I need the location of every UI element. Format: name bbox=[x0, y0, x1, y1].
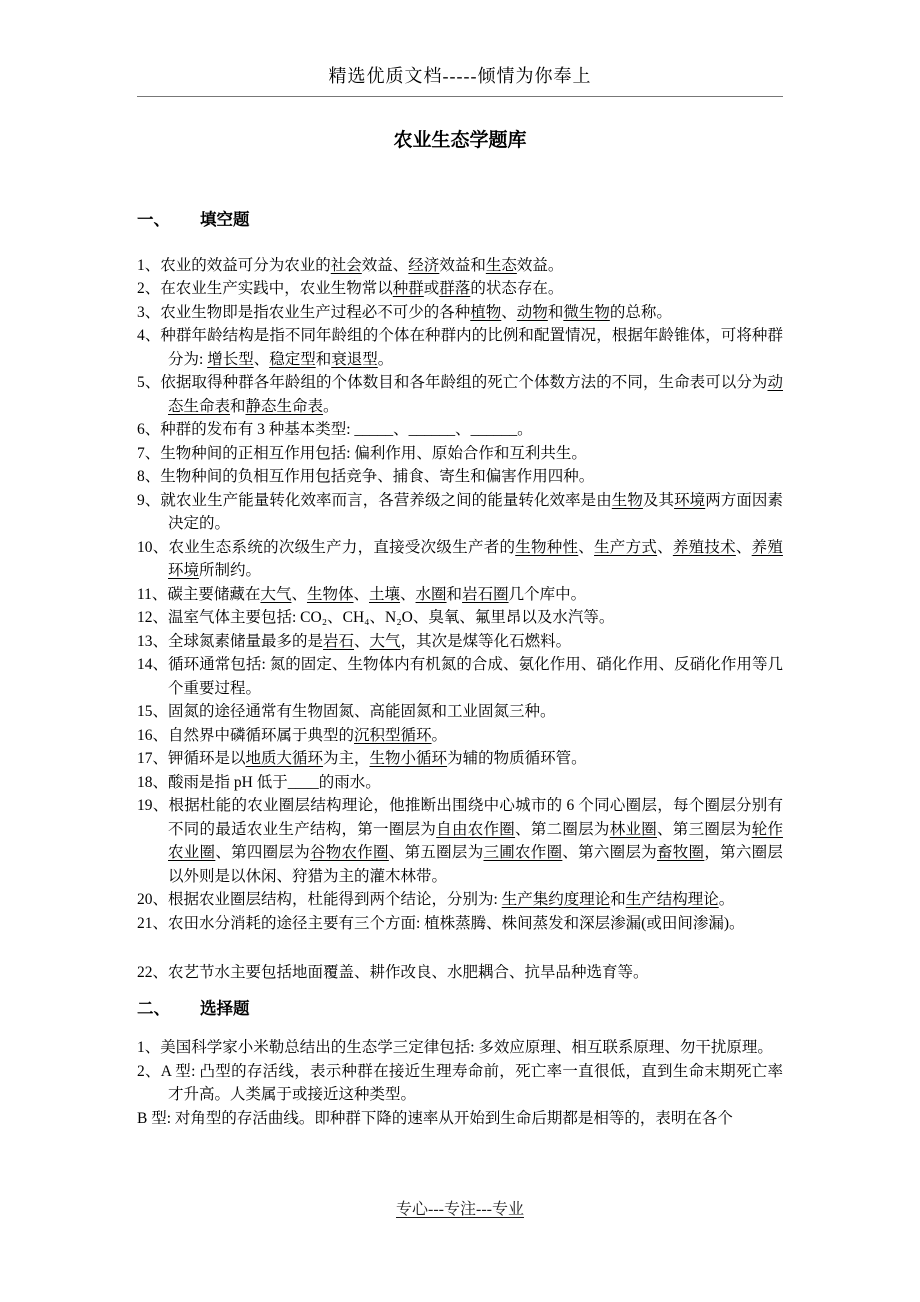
question-item bbox=[137, 653, 783, 700]
answer-underlined: 岩石 bbox=[323, 632, 355, 650]
question-text: 8、生物种间的负相互作用包括竞争、捕食、寄生和偏害作用四种。 bbox=[137, 468, 595, 485]
answer-underlined: 林业圈 bbox=[609, 820, 658, 838]
section-number: 一、 bbox=[137, 210, 170, 229]
question-item bbox=[137, 583, 783, 607]
question-text: 13、全球氮素储量最多的是 bbox=[137, 632, 324, 650]
answer-underlined: 岩石圈 bbox=[462, 585, 509, 603]
answer-underlined: 生产结构理论 bbox=[625, 891, 719, 908]
question-text: 效益和 bbox=[439, 256, 486, 274]
question-item bbox=[137, 301, 783, 325]
question-text: 、 bbox=[657, 538, 673, 556]
question-item bbox=[137, 888, 783, 912]
question-text: 为主， bbox=[323, 750, 370, 767]
header-divider bbox=[137, 96, 783, 97]
answer-underlined: 大气 bbox=[369, 632, 401, 650]
question-text: 9、就农业生产能量转化效率而言，各营养级之间的能量转化效率是由 bbox=[137, 491, 612, 509]
question-item bbox=[137, 700, 783, 724]
question-text: 1、农业的效益可分为农业的 bbox=[137, 256, 331, 274]
question-text: 5、依据取得种群各年龄组的个体数目和各年龄组的死亡个体数方法的不同，生命表可以分为 bbox=[137, 374, 768, 391]
answer-underlined: 自由农作圈 bbox=[436, 820, 516, 838]
question-text: 的状态存在。 bbox=[470, 280, 564, 297]
question-text: ，第六圈层以外则是以休闲、狩猎为主的灌木林带。 bbox=[168, 844, 783, 885]
answer-underlined: 生物体 bbox=[306, 585, 354, 603]
section-number: 二、 bbox=[137, 998, 170, 1018]
question-text: 、第六圈层为 bbox=[562, 844, 657, 861]
question-item bbox=[137, 606, 783, 630]
question-text: 、 bbox=[354, 632, 370, 650]
question-item bbox=[137, 771, 783, 795]
sections bbox=[137, 208, 783, 1130]
answer-underlined: 地质大循环 bbox=[245, 750, 324, 767]
document-title: 农业生态学题库 bbox=[393, 130, 527, 151]
answer-underlined: 生物 bbox=[611, 491, 643, 509]
question-text: 或 bbox=[423, 280, 440, 297]
question-item bbox=[137, 794, 783, 888]
question-text: 和 bbox=[230, 397, 246, 415]
question-text: 22、农艺节水主要包括地面覆盖、耕作改良、水肥耦合、抗旱品种选育等。 bbox=[137, 964, 649, 981]
question-text: 、第三圈层为 bbox=[657, 820, 752, 838]
question-text: 1、美国科学家小米勒总结出的生态学三定律包括: 多效应原理、相互联系原理、勿干扰原理。 bbox=[137, 1039, 773, 1056]
document-body bbox=[137, 208, 783, 1130]
question-text: B 型: 对角型的存活曲线。即种群下降的速率从开始到生命后期都是相等的，表明在各个 bbox=[137, 1109, 733, 1127]
question-item bbox=[137, 630, 783, 654]
answer-underlined: 增长型 bbox=[207, 350, 254, 368]
section-heading bbox=[137, 997, 783, 1021]
section-1 bbox=[137, 208, 783, 985]
question-text: 15、固氮的途径通常有生物固氮、高能固氮和工业固氮三种。 bbox=[137, 703, 556, 720]
answer-underlined: 养殖技术 bbox=[672, 538, 736, 556]
question-item bbox=[137, 961, 783, 985]
answer-underlined: 衰退型 bbox=[331, 350, 378, 368]
question-text: 效益。 bbox=[516, 256, 564, 274]
answer-underlined: 动态生命表 bbox=[168, 374, 783, 415]
question-text: 、 bbox=[501, 303, 517, 321]
answer-underlined: 生物小循环 bbox=[369, 750, 448, 767]
question-text: 2、在农业生产实践中，农业生物常以 bbox=[137, 280, 393, 297]
answer-underlined: 植物 bbox=[470, 303, 502, 321]
section-label: 选择题 bbox=[200, 998, 250, 1018]
answer-underlined: 生产集约度理论 bbox=[501, 891, 611, 908]
question-text: 11、碳主要储藏在 bbox=[137, 585, 261, 603]
answer-underlined: 沉积型循环 bbox=[354, 726, 432, 744]
question-text: 。 bbox=[431, 726, 448, 744]
question-text: 和 bbox=[446, 585, 463, 603]
question-text: 6、种群的发布有 3 种基本类型: _____、______、______。 bbox=[137, 421, 533, 438]
answer-underlined: 社会 bbox=[330, 256, 362, 274]
answer-underlined: 生态 bbox=[485, 256, 517, 274]
answer-underlined: 谷物农作圈 bbox=[309, 844, 389, 861]
question-text: 、 bbox=[578, 538, 595, 556]
question-text: 、第五圈层为 bbox=[388, 844, 484, 861]
question-text: 19、根据杜能的农业圈层结构理论，他推断出围绕中心城市的 6 个同心圈层，每个圈层分别有不同的最适农业生产结构，第一圈层为 bbox=[137, 797, 783, 838]
answer-underlined: 种群 bbox=[392, 280, 424, 297]
answer-underlined: 轮作农业圈 bbox=[168, 820, 783, 861]
question-text: 12、温室气体主要包括: CO₂、CH₄、N₂O、臭氧、氟里昂以及水汽等。 bbox=[137, 609, 615, 626]
question-text: 21、农田水分消耗的途径主要有三个方面: 植株蒸腾、株间蒸发和深层渗漏(或田间渗漏)。 bbox=[137, 914, 745, 932]
question-text: 、 bbox=[400, 585, 416, 603]
question-text: 16、自然界中磷循环属于典型的 bbox=[137, 726, 355, 744]
question-text: 、 bbox=[253, 350, 270, 368]
answer-underlined: 生物种性 bbox=[515, 538, 579, 556]
question-text: 4、种群年龄结构是指不同年龄组的个体在种群内的比例和配置情况，根据年龄锥体，可将种群分为: bbox=[137, 327, 783, 368]
question-text: 。 bbox=[377, 350, 394, 368]
question-text: 7、生物种间的正相互作用包括: 偏利作用、原始合作和互利共生。 bbox=[137, 444, 587, 462]
question-text: 、 bbox=[735, 538, 752, 556]
question-text: 和 bbox=[547, 303, 564, 321]
question-item bbox=[137, 324, 783, 371]
question-text: 效益、 bbox=[361, 256, 409, 274]
question-text: 、第四圈层为 bbox=[215, 844, 310, 861]
question-item bbox=[137, 724, 783, 748]
question-item bbox=[137, 418, 783, 442]
section-2 bbox=[137, 997, 783, 1131]
question-text: 、 bbox=[353, 585, 369, 603]
question-text: 3、农业生物即是指农业生产过程必不可少的各种 bbox=[137, 303, 471, 321]
answer-underlined: 动物 bbox=[516, 303, 548, 321]
question-text: 18、酸雨是指 pH 低于____的雨水。 bbox=[137, 773, 381, 791]
question-text: 。 bbox=[718, 891, 735, 908]
question-text: 两方面因素决定的。 bbox=[168, 491, 783, 532]
answer-underlined: 大气 bbox=[260, 585, 292, 603]
question-text: 几个库中。 bbox=[508, 585, 587, 603]
question-item bbox=[137, 1107, 783, 1131]
answer-underlined: 环境 bbox=[674, 491, 706, 509]
question-text: 及其 bbox=[642, 491, 675, 509]
question-text: 所制约。 bbox=[199, 562, 262, 579]
question-text: 14、循环通常包括: 氮的固定、生物体内有机氮的合成、氨化作用、硝化作用、反硝化作用等几个重要过程。 bbox=[137, 656, 783, 697]
question-text: 和 bbox=[610, 891, 626, 908]
answer-underlined: 畜牧圈 bbox=[657, 844, 705, 861]
header-text: 精选优质文档-----倾情为你奉上 bbox=[328, 66, 592, 86]
question-text: 10、农业生态系统的次级生产力，直接受次级生产者的 bbox=[137, 538, 516, 556]
question-item bbox=[137, 912, 783, 936]
question-text: 为辅的物质循环管。 bbox=[447, 750, 587, 767]
answer-underlined: 静态生命表 bbox=[245, 397, 324, 415]
question-text: 和 bbox=[315, 350, 332, 368]
question-text: 17、钾循环是以 bbox=[137, 750, 246, 767]
answer-underlined: 土壤 bbox=[369, 585, 401, 603]
answer-underlined: 群落 bbox=[439, 280, 471, 297]
question-item bbox=[137, 442, 783, 466]
question-text: ，其次是煤等化石燃料。 bbox=[400, 632, 572, 650]
question-item bbox=[137, 254, 783, 278]
question-item bbox=[137, 489, 783, 536]
answer-underlined: 三圃农作圈 bbox=[483, 844, 563, 861]
question-text: 20、根据农业圈层结构，杜能得到两个结论，分别为: bbox=[137, 891, 502, 908]
question-item bbox=[137, 536, 783, 583]
answer-underlined: 水圈 bbox=[415, 585, 447, 603]
page-footer: 专心---专注---专业 bbox=[396, 1201, 524, 1218]
question-item bbox=[137, 1036, 783, 1060]
question-text: 、第二圈层为 bbox=[515, 820, 610, 838]
question-text: 。 bbox=[323, 397, 339, 415]
answer-underlined: 稳定型 bbox=[269, 350, 316, 368]
answer-underlined: 养殖环境 bbox=[168, 538, 783, 579]
question-text: 、 bbox=[291, 585, 307, 603]
question-item bbox=[137, 371, 783, 418]
answer-underlined: 微生物 bbox=[563, 303, 610, 321]
answer-underlined: 经济 bbox=[408, 256, 440, 274]
answer-underlined: 生产方式 bbox=[594, 538, 658, 556]
section-label: 填空题 bbox=[200, 210, 250, 229]
question-item bbox=[137, 465, 783, 489]
question-text: 的总称。 bbox=[609, 303, 672, 321]
section-heading bbox=[137, 208, 783, 232]
question-item bbox=[137, 277, 783, 301]
question-text: 2、A 型: 凸型的存活线，表示种群在接近生理寿命前，死亡率一直很低，直到生命末期死亡率才升高。人类属于或接近这种类型。 bbox=[137, 1062, 783, 1103]
question-item bbox=[137, 1060, 783, 1107]
question-item bbox=[137, 747, 783, 771]
